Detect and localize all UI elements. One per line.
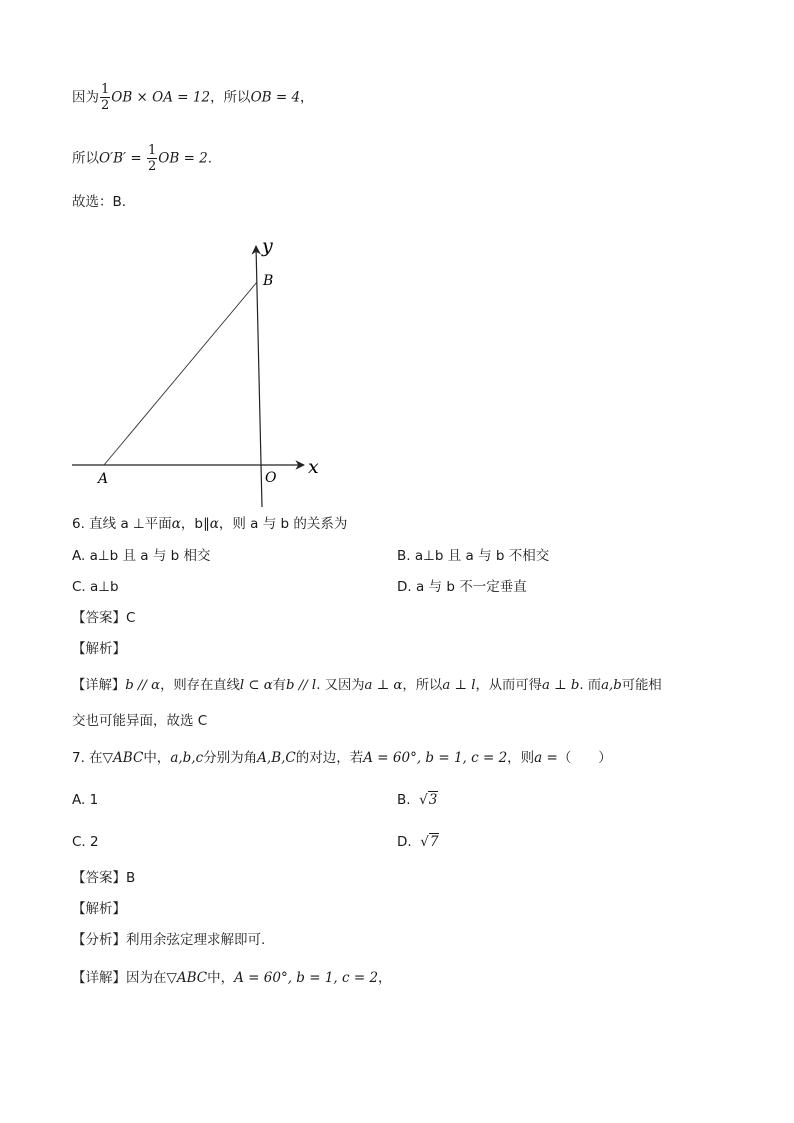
math-expression: a ⊥ l (442, 678, 476, 693)
q6-option-c: C. a⊥b (72, 579, 119, 595)
text: . 而 (579, 678, 602, 693)
text: 6. 直线 a ⊥平面 (72, 516, 172, 532)
q7-analysis-tag: 【解析】 (72, 901, 126, 917)
math-expression: OB = 2 (158, 150, 208, 167)
fraction-denominator: 2 (148, 159, 157, 174)
q6-detail-line-1 (72, 676, 662, 696)
text: ，所以 (210, 89, 251, 106)
q7-fenxi (72, 930, 265, 950)
y-axis (256, 246, 262, 507)
q6-option-a: A. a⊥b 且 a 与 b 相交 (72, 548, 211, 564)
text: ，则 a 与 b 的关系为 (218, 516, 348, 532)
y-axis-label: y (262, 235, 273, 257)
q6-analysis-tag: 【解析】 (72, 641, 126, 657)
coordinate-figure (60, 232, 340, 512)
text: ，从而可得 (475, 678, 542, 693)
text: 因为在 (126, 970, 167, 986)
text: （ ） (557, 750, 612, 766)
point-A-label: A (98, 471, 109, 487)
math-expression: a,b (601, 678, 622, 693)
sqrt-expression: √3 (419, 792, 438, 808)
x-axis-label: x (308, 456, 319, 478)
text: 分别为角 (203, 750, 258, 766)
text: ，所以 (402, 678, 443, 693)
q6-stem (72, 514, 347, 534)
text: . 又因为 (316, 678, 365, 693)
text: 的对边，若 (295, 750, 364, 766)
q7-option-a: A. 1 (72, 792, 99, 808)
fraction-numerator: 1 (148, 143, 157, 158)
math-triangle: ▽ABC (102, 750, 144, 766)
fraction-denominator: 2 (101, 98, 110, 113)
answer-tag: 【答案】 (72, 870, 126, 886)
math-alpha: α (171, 516, 181, 532)
fenxi-tag: 【分析】 (72, 932, 126, 948)
fraction-half (147, 143, 157, 174)
q7-option-b (397, 790, 438, 810)
math-alpha: α (209, 516, 219, 532)
math-expression: A = 60°, b = 1, c = 2 (234, 970, 379, 986)
q7-detail (72, 968, 392, 988)
q6-option-b: B. a⊥b 且 a 与 b 不相交 (397, 548, 550, 564)
solution-line-1 (72, 82, 314, 113)
text: ，则 (507, 750, 535, 766)
point-O-label: O (265, 470, 277, 486)
text: ， (378, 970, 392, 986)
answer-value: B (126, 870, 136, 886)
q7-option-c: C. 2 (72, 834, 99, 850)
option-letter: B. (397, 792, 411, 808)
math-expression: a = (534, 750, 558, 766)
radicand: 3 (428, 792, 438, 808)
text: ，则存在直线 (160, 678, 240, 693)
math-expression: b // l (286, 678, 317, 693)
math-expression: a ⊥ b (541, 678, 580, 693)
math-expression: O′B′ = (99, 150, 147, 167)
answer-value: C (126, 610, 136, 626)
q6-option-d: D. a 与 b 不一定垂直 (397, 579, 527, 595)
radicand: 7 (429, 834, 439, 850)
q6-detail-line-2: 交也可能异面，故选 C (72, 713, 208, 729)
math-expression: OB × OA = 12 (111, 89, 211, 106)
math-expression: l ⊂ α (239, 678, 273, 693)
q6-answer (72, 608, 135, 628)
text: ， (300, 89, 314, 106)
fraction-half (100, 82, 110, 113)
solution-line-3: 故选：B. (72, 194, 127, 210)
text: . (207, 150, 213, 167)
text: ，b∥ (180, 516, 210, 532)
text: 中， (207, 970, 235, 986)
math-expression: a ⊥ α (364, 678, 403, 693)
text: 所以 (72, 150, 99, 167)
q7-answer (72, 868, 135, 888)
math-expression: a,b,c (170, 750, 204, 766)
segment-AB (104, 282, 257, 465)
option-letter: D. (397, 834, 412, 850)
text: 7. 在 (72, 750, 103, 766)
math-expression: OB = 4 (250, 89, 301, 106)
math-expression: b // α (125, 678, 161, 693)
point-B-label: B (263, 273, 274, 289)
answer-tag: 【答案】 (72, 610, 126, 626)
math-expression: A,B,C (257, 750, 296, 766)
text: 有 (272, 678, 286, 693)
text: 中， (143, 750, 171, 766)
text: 利用余弦定理求解即可. (126, 932, 266, 948)
detail-tag: 【详解】 (72, 678, 126, 693)
math-expression: A = 60°, b = 1, c = 2 (363, 750, 508, 766)
q7-option-d (397, 832, 439, 852)
sqrt-expression: √7 (420, 834, 439, 850)
math-triangle: ▽ABC (166, 970, 208, 986)
detail-tag: 【详解】 (72, 970, 126, 986)
q7-stem (72, 748, 612, 768)
text: 因为 (72, 89, 99, 106)
text: 可能相 (621, 678, 662, 693)
solution-line-2 (72, 143, 212, 174)
fraction-numerator: 1 (101, 82, 110, 97)
